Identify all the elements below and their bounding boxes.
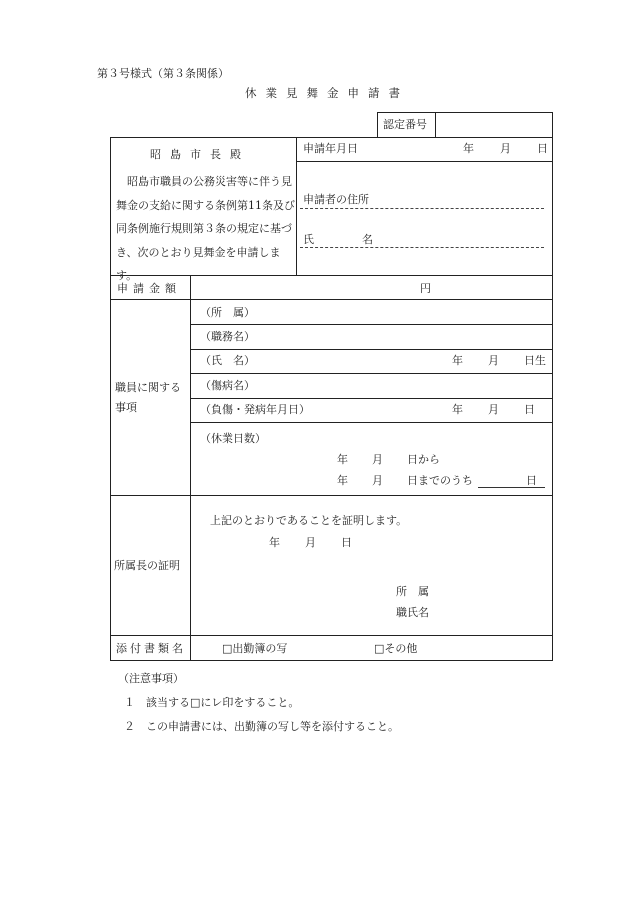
addressee: 昭島市長殿 [150,148,250,161]
amount-label: 申請金額 [117,282,181,295]
job-title-label: （職務名） [200,330,255,343]
cert-number-box-top [377,112,552,113]
employee-section-label-2: 事項 [115,401,137,414]
cert-signatory-label: 職氏名 [396,606,429,619]
applicant-address-label: 申請者の住所 [303,193,369,206]
leave-from-year: 年 [337,453,348,466]
row-sep-employee [110,495,553,496]
leave-from-month: 月 [372,453,383,466]
cert-month: 月 [305,536,316,549]
employee-name-label: （氏 名） [200,354,255,367]
table-bottom-border [110,660,553,661]
cert-statement: 上記のとおりであることを証明します。 [210,514,408,527]
cert-affiliation-label: 所 属 [396,585,429,598]
application-date-label: 申請年月日 [303,142,358,155]
application-date-underline [296,161,553,162]
employee-row-sep-2 [190,349,553,350]
row-sep-amount [110,299,553,300]
form-title: 休業見舞金申請書 [245,86,409,100]
leave-from-suffix: 日から [407,453,440,466]
applicant-name-line[interactable] [300,247,544,248]
applicant-address-line[interactable] [300,208,544,209]
birth-year: 年 [452,354,463,367]
injury-day: 日 [524,403,535,416]
injury-year: 年 [452,403,463,416]
notes-heading: （注意事項） [118,672,184,685]
attachments-label: 添付書類名 [116,642,186,655]
illness-label: （傷病名） [200,379,255,392]
cert-number-field[interactable] [440,117,546,133]
cert-year: 年 [269,536,280,549]
note-item: １ 該当する□にレ印をすること。 [124,696,300,709]
leave-days-label: （休業日数） [200,432,266,445]
intro-paragraph: 昭島市職員の公務災害等に伴う見舞金の支給に関する条例第11条及び同条例施行規則第３条の規定に基づき、次のとおり見舞金を申請します。 [116,175,295,282]
leave-until-suffix: 日までのうち [407,474,473,487]
note-item: ２ この申請書には、出勤簿の写し等を添付すること。 [124,720,399,733]
injury-date-label: （負傷・発病年月日） [200,403,310,416]
label-col-divider [190,275,191,660]
cert-number-label: 認定番号 [383,118,427,131]
birth-month: 月 [488,354,499,367]
table-left-border [110,137,111,660]
employee-row-sep-5 [190,422,553,423]
cert-number-box-divider [435,112,436,137]
application-date-month: 月 [500,142,511,155]
application-date-day: 日 [537,142,548,155]
cert-day: 日 [341,536,352,549]
amount-unit: 円 [420,282,431,295]
employee-row-sep-3 [190,373,553,374]
birth-day-suffix: 日生 [524,354,546,367]
employee-section-label-1: 職員に関する [115,381,181,394]
attachment-option-2[interactable]: □その他 [374,642,418,655]
applicant-name-label-1: 氏 [303,233,314,246]
attachment-option-1[interactable]: □出勤簿の写 [222,642,288,655]
table-right-border [552,112,553,660]
employee-row-sep-1 [190,324,553,325]
leave-days-day: 日 [526,474,537,487]
affiliation-label: （所 属） [200,306,255,319]
header-col-divider [296,137,297,275]
leave-days-underline[interactable] [478,487,545,488]
leave-until-month: 月 [372,474,383,487]
table-top-border [110,137,553,138]
employee-row-sep-4 [190,398,553,399]
row-sep-certification [110,635,553,636]
cert-section-label: 所属長の証明 [114,559,180,572]
injury-month: 月 [488,403,499,416]
form-number: 第３号様式（第３条関係） [97,67,229,80]
leave-until-year: 年 [337,474,348,487]
applicant-name-label-2: 名 [362,233,373,246]
cert-number-box-left [377,112,378,137]
application-date-year: 年 [463,142,474,155]
